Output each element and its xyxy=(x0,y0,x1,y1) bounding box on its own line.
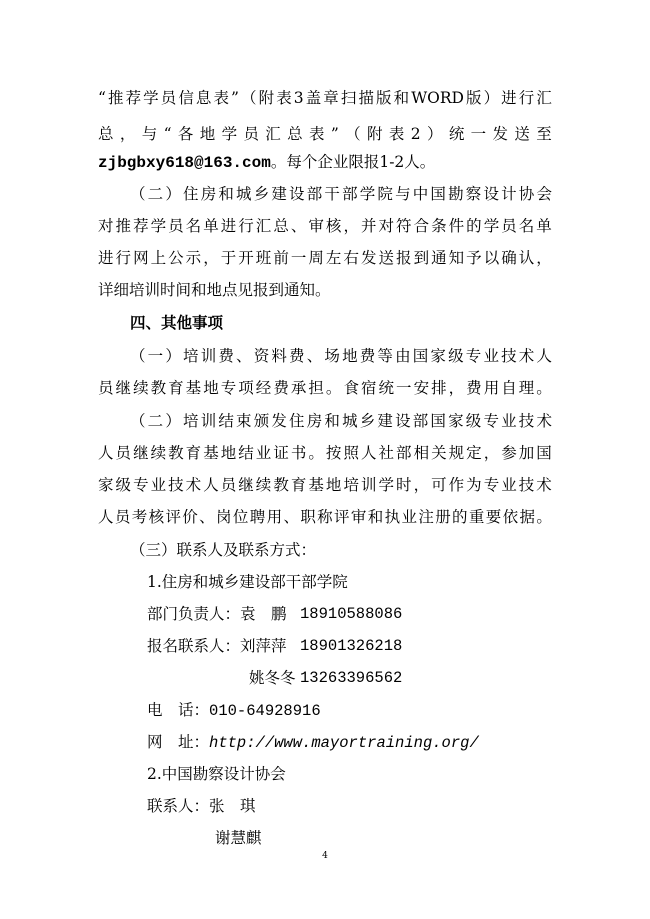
text-line: （三）联系人及联系方式： xyxy=(130,541,317,559)
phone-number: 18901326218 xyxy=(300,637,403,655)
text-line: 家 级 专 业 技 术 人 员 继 续 教 育 基 地 培 训 学 时 ， 可 作 为 专 业 技 术 xyxy=(98,476,552,494)
contact-row: 部门负责人：袁 鹏 xyxy=(147,605,287,623)
contact-row: 网 址：http://www.mayortraining.org/ xyxy=(147,733,479,752)
org-title: 2.中国勘察设计协会 xyxy=(147,765,286,783)
text-line: （ 二 ） 住 房 和 城 乡 建 设 部 干 部 学 院 与 中 国 勘 察 设 计 协 会 xyxy=(130,185,552,203)
text-line: （ 一 ） 培 训 费 、 资 料 费 、 场 地 费 等 由 国 家 级 专 业 技 术 人 xyxy=(130,347,552,365)
contact-row: 报名联系人：刘萍萍 xyxy=(147,637,287,655)
email-address: zjbgbxy618@163.com xyxy=(98,154,271,172)
contact-row: 姚冬冬 xyxy=(249,669,296,687)
text-line: zjbgbxy618@163.com。每个企业限报1-2人。 xyxy=(98,153,436,172)
phone-number: 010-64928916 xyxy=(209,702,321,720)
phone-number: 18910588086 xyxy=(300,605,403,623)
text-line: 进 行 网 上 公 示 ， 于 开 班 前 一 周 左 右 发 送 报 到 通 知 予 以 确 认 ， xyxy=(98,249,552,267)
text-line: 总 ， 与 “ 各 地 学 员 汇 总 表 ” （ 附 表 2 ） 统 一 发 送 至 xyxy=(98,125,552,143)
page-number: 4 xyxy=(322,851,328,861)
org-title: 1.住房和城乡建设部干部学院 xyxy=(147,573,348,591)
contact-row: 联系人：张 琪 xyxy=(147,797,256,815)
website-link[interactable]: http://www.mayortraining.org/ xyxy=(209,734,479,752)
text-line: 详细培训时间和地点见报到通知。 xyxy=(98,281,331,299)
text-line: 对 推 荐 学 员 名 单 进 行 汇 总 、 审 核 ， 并 对 符 合 条 件 的 学 员 名 单 xyxy=(98,217,552,235)
text-line: 人 员 继 续 教 育 基 地 结 业 证 书 。 按 照 人 社 部 相 关 规 定 ， 参 加 国 xyxy=(98,444,552,462)
text-line: （ 二 ） 培 训 结 束 颁 发 住 房 和 城 乡 建 设 部 国 家 级 专 业 技 术 xyxy=(130,412,552,430)
contact-row: 谢慧麒 xyxy=(215,829,262,847)
text-line: “ 推 荐 学 员 信 息 表 ” （ 附 表 3 盖 章 扫 描 版 和 WORD 版 ） 进 行 汇 xyxy=(98,89,552,107)
section-heading: 四、其他事项 xyxy=(130,314,224,332)
contact-row: 电 话：010-64928916 xyxy=(147,701,321,720)
text-line: 员 继 续 教 育 基 地 专 项 经 费 承 担 。 食 宿 统 一 安 排 ， 费 用 自 理 。 xyxy=(98,379,552,397)
text-line: 人 员 考 核 评 价 、 岗 位 聘 用 、 职 称 评 审 和 执 业 注 册 的 重 要 依 据 。 xyxy=(98,508,552,526)
phone-number: 13263396562 xyxy=(300,669,403,687)
